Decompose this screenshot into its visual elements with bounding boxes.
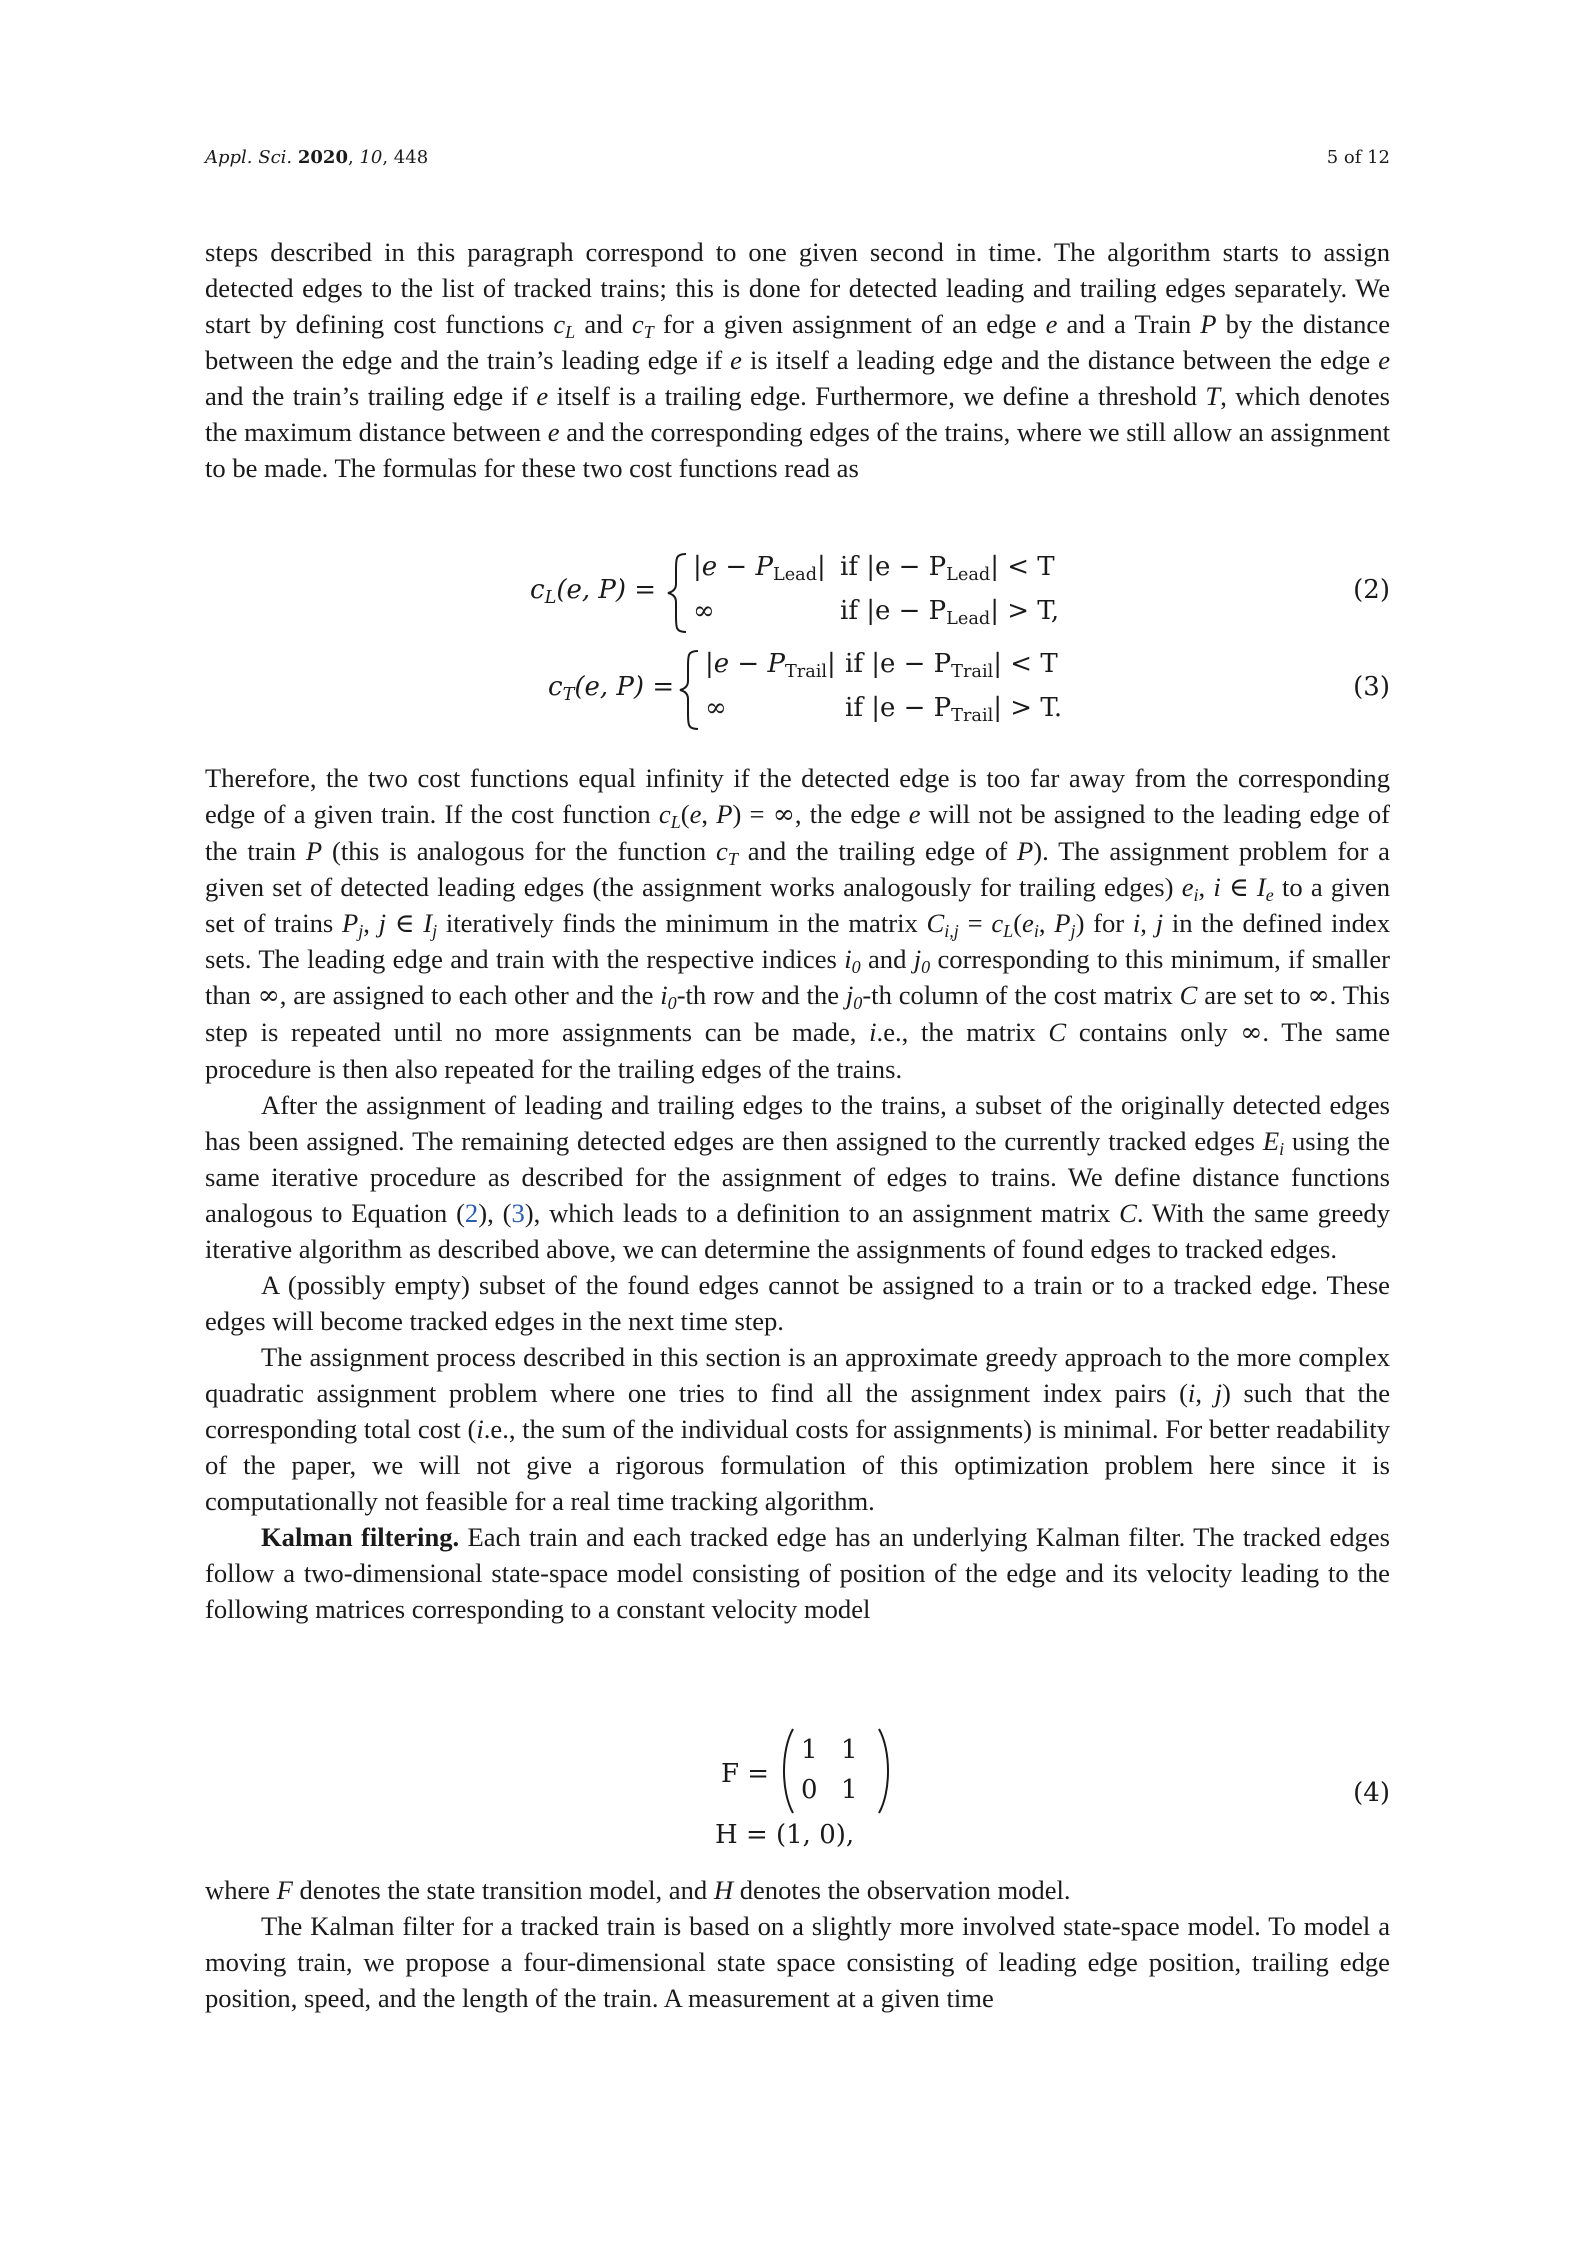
eq3-brace	[678, 649, 702, 731]
journal-article: 448	[393, 147, 429, 168]
eq4-m12: 1	[841, 1735, 858, 1765]
eq4-m22: 1	[841, 1775, 858, 1805]
eq4-matrix-parens	[781, 1725, 891, 1817]
eq2-lhs: $c_L(e$, P) =	[530, 575, 657, 608]
journal-citation: Appl. Sci. 2020, 10, 448	[205, 147, 429, 168]
paragraph-6	[205, 1519, 1390, 1627]
eq3-lhs: $c_T(e$, P) =	[548, 672, 675, 705]
paragraph-1: steps described in this paragraph correspond to one given second in time. The algorithm starts to assign detected edges to the list of tracked trains; this is done for detected leading and trailing edges separately. We start by defining cost functions $c_L$ and $c_T$ for a given assignment of an edge e and a Train P by the distance between the edge and the train’s leading edge if e is itself a leading edge and the distance between the edge e and the train’s trailing edge if e itself is a trailing edge. Furthermore, we define a threshold T, which denotes the maximum distance between e and the corresponding edges of the trains, where we still allow an assignment to be made. The formulas for these two cost functions read as	[205, 237, 1391, 483]
body-text-block-1	[205, 234, 1390, 486]
eq4-m11: 1	[801, 1735, 818, 1765]
journal-volume: 10	[359, 147, 383, 168]
eq2-brace	[666, 552, 690, 634]
paragraph-8: The Kalman filter for a tracked train is based on a slightly more involved state-space model. To model a moving train, we propose a four-dimensional state space consisting of leading edge position, trailing edge position, speed, and the length of the train. A measurement at a given time	[205, 1911, 1390, 2013]
equation-2-number: (2)	[1353, 575, 1390, 605]
paragraph-2: Therefore, the two cost functions equal infinity if the detected edge is too far away from the corresponding edge of a given train. If the cost function $c_L(e$, P) = ∞, the edge e will not be assigned to the leading edge of the train P (this is analogous for the function $c_T$ and the trailing edge of P). The assignment problem for a given set of detected leading edges (the assignment works analogously for trailing edges) $e_i$, i ∈ $I_e$ to a given set of trains $P_j$, j ∈ $I_j$ iteratively finds the minimum in the matrix $C_{i,j} = c_L(e_i$, $P_j$) for i, j in the defined index sets. The leading edge and train with the respective indices $i_0$ and $j_0$ corresponding to this minimum, if smaller than ∞, are assigned to each other and the $i_0-th$ row and the $j_0-th$ column of the cost matrix C are set to ∞. This step is repeated until no more assignments can be made, i.e., the matrix C contains only ∞. The same procedure is then also repeated for the trailing edges of the trains.	[205, 763, 1391, 1084]
eq2-case1-cond: if $|e - P_{Lead}| < T$	[840, 552, 1055, 585]
paragraph-3: After the assignment of leading and trailing edges to the trains, a subset of the originally detected edges has been assigned. The remaining detected edges are then assigned to the currently tracked edges $E_i$ using the same iterative procedure as described for the assignment of edges to trains. We define distance functions analogous to Equation (2), (3), which leads to a definition to an assignment matrix C. With the same greedy iterative algorithm as described above, we can determine the assignments of found edges to tracked edges.	[205, 1090, 1390, 1264]
eq3-case2-value: ∞	[705, 693, 727, 723]
eq4-F-lhs: F =	[721, 1759, 770, 1789]
page-number: 5 of 12	[1326, 147, 1390, 168]
equation-2	[530, 548, 1090, 638]
equation-3-number: (3)	[1353, 672, 1390, 702]
paragraph-7: where F denotes the state transition model, and H denotes the observation model.	[205, 1875, 1071, 1905]
paragraph-5: The assignment process described in this section is an approximate greedy approach to the more complex quadratic assignment problem where one tries to find all the assignment index pairs (i, j) such that the corresponding total cost (i.e., the sum of the individual costs for assignments) is minimal. For better readability of the paper, we will not give a rigorous formulation of this optimization problem here since it is computationally not feasible for a real time tracking algorithm.	[205, 1342, 1391, 1516]
journal-name: Appl. Sci.	[205, 147, 293, 168]
eq2-case2-cond: if $|e - P_{Lead}| > T$,	[840, 596, 1060, 629]
kalman-heading: Kalman filtering.	[261, 1522, 460, 1552]
eq4-m21: 0	[801, 1775, 818, 1805]
eq4-H-line: H = (1, 0),	[715, 1820, 855, 1850]
journal-year: 2020	[297, 147, 348, 168]
eq3-case1-value: $|e - P_{Trail}|$	[705, 649, 836, 682]
paragraph-6-text: Each train and each tracked edge has an underlying Kalman filter. The tracked edges follow a two-dimensional state-space model consisting of position of the edge and its velocity leading to the following matrices corresponding to a constant velocity model	[205, 1522, 1391, 1624]
equation-3	[548, 645, 1108, 735]
eq2-case2-value: ∞	[693, 596, 715, 626]
equation-4-number: (4)	[1353, 1778, 1390, 1808]
eq3-case1-cond: if $|e - P_{Trail}| < T$	[845, 649, 1058, 682]
body-text-block-2	[205, 760, 1390, 1627]
eq3-case2-cond: if $|e - P_{Trail}| > T$.	[845, 693, 1063, 726]
body-text-block-3	[205, 1872, 1390, 2016]
paragraph-4: A (possibly empty) subset of the found edges cannot be assigned to a train or to a tracked edge. These edges will become tracked edges in the next time step.	[205, 1270, 1390, 1336]
eq2-case1-value: $|e - P_{Lead}|$	[693, 552, 826, 585]
page-header	[205, 147, 1390, 177]
equation-4	[715, 1725, 915, 1855]
